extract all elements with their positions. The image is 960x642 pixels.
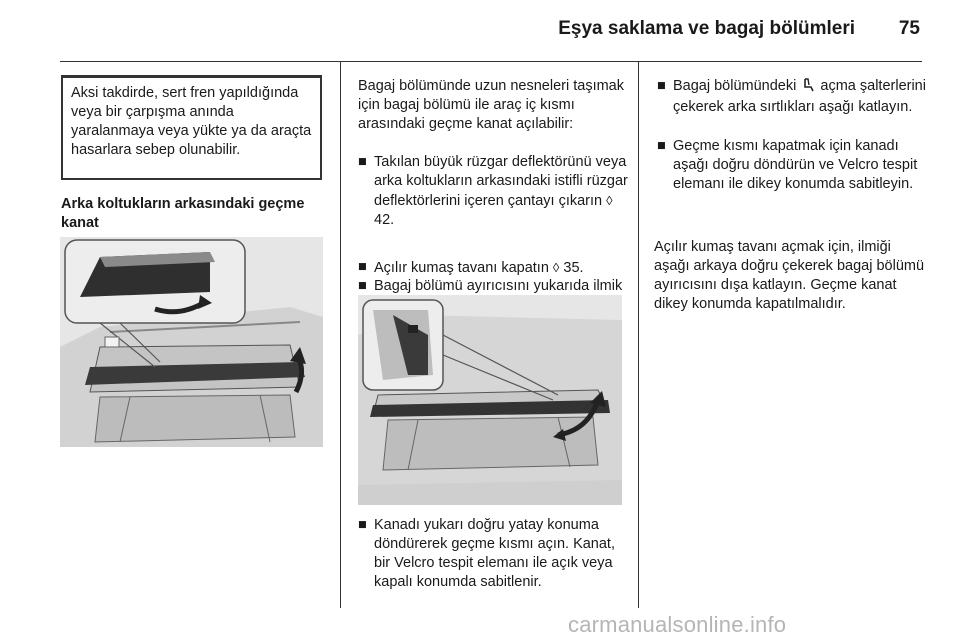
figure-trunk-divider	[358, 295, 622, 505]
column-divider	[340, 62, 341, 608]
cross-reference[interactable]: 35.	[563, 260, 584, 276]
seat-release-icon	[802, 78, 814, 98]
list-item	[358, 516, 630, 592]
paragraph: Açılır kumaş tavanı açmak için, ilmiği aşağı arkaya doğru çekerek bagaj bölümü ayırıcısını dışa katlayın. Geçme kanat dikey konumda kapatılmalıdır.	[654, 239, 925, 312]
bullet-marker: ■	[358, 278, 367, 294]
list-item-text: Kanadı yukarı doğru yatay konuma döndürerek geçme kısmı açın. Kanat, bir Velcro tespit elemanı ile açık veya kapalı konumda sabitlenir.	[374, 517, 615, 590]
list-item	[358, 153, 628, 230]
cross-reference-icon: ◊	[552, 260, 560, 275]
figure-trunk-flap	[60, 237, 323, 447]
intro-paragraph: Bagaj bölümünde uzun nesneleri taşımak için bagaj bölümü ile araç iç kısmı arasındaki geçme kanat açılabilir:	[358, 78, 624, 132]
list-item	[657, 137, 927, 194]
list-item	[657, 77, 927, 117]
list-item	[358, 258, 628, 278]
list-item-text: Takılan büyük rüzgar deflektörünü veya arka koltukların arkasındaki istifli rüzgar deflektörlerini içeren çantayı çıkarın	[374, 154, 628, 209]
bullet-marker: ■	[657, 138, 666, 154]
warning-text: Aksi takdirde, sert fren yapıldığında veya bir çarpışma anında yaralanmaya veya yükte ya da araçta hasarlara sebep olunabilir.	[71, 85, 312, 158]
warning-box	[61, 75, 322, 180]
section-heading: Arka koltukların arkasındaki geçme kanat	[61, 196, 305, 231]
page-number: 75	[898, 18, 920, 39]
cross-reference-icon: ◊	[606, 193, 613, 208]
list-item-text: açma şalterlerini çekerek arka sırtlıkları aşağı katlayın.	[673, 78, 926, 115]
bullet-marker: ■	[657, 78, 666, 94]
list-item-text: Açılır kumaş tavanı kapatın	[374, 260, 549, 276]
list-item-text: Bagaj bölümündeki	[673, 78, 797, 94]
bullet-marker: ■	[358, 259, 367, 275]
bullet-marker: ■	[358, 154, 367, 170]
cross-reference[interactable]: 42.	[374, 212, 395, 228]
bullet-marker: ■	[358, 517, 367, 533]
list-item-text: Bagaj bölümü ayırıcısını yukarıda ilmik	[374, 278, 623, 294]
list-item-text: Geçme kısmı kapatmak için kanadı aşağı doğru döndürün ve Velcro tespit elemanı ile dikey konumda sabitleyin.	[673, 138, 918, 192]
page-header-title: Eşya saklama ve bagaj bölümleri	[558, 18, 855, 39]
header-rule	[60, 61, 922, 62]
watermark: carmanualsonline.info	[568, 612, 787, 637]
column-divider	[638, 62, 639, 608]
